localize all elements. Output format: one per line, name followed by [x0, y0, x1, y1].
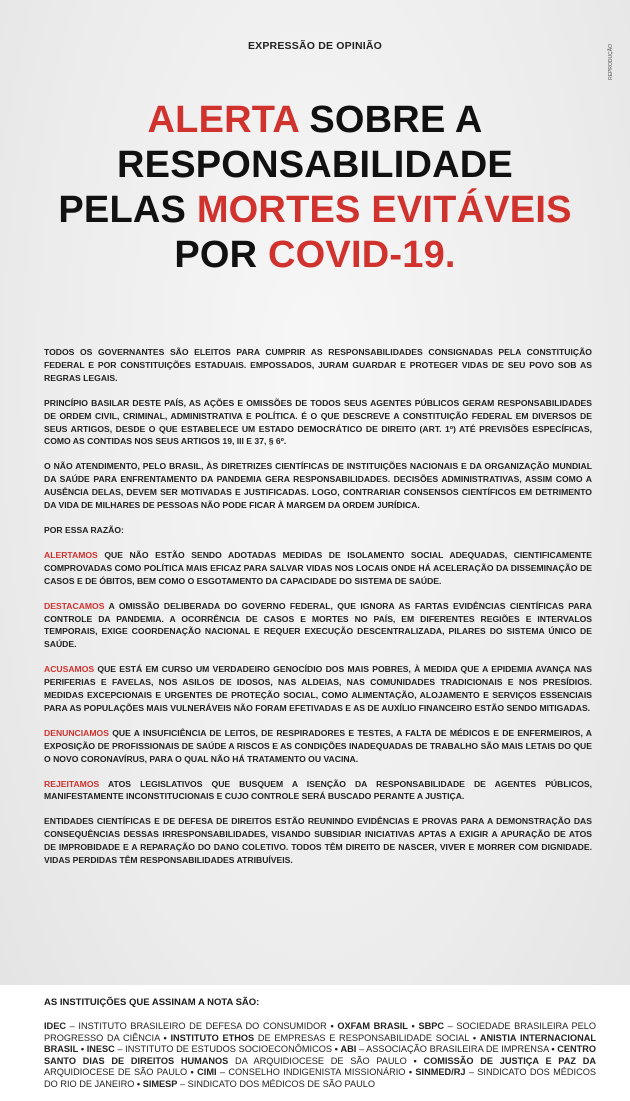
org-abbr: SINMED/RJ — [415, 1067, 466, 1078]
paragraph-governantes: TODOS OS GOVERNANTES SÃO ELEITOS PARA CUMPRIR AS RESPONSABILIDADES CONSIGNADAS PELA CONSTITUIÇÃO FEDERAL E POR CONSTITUIÇÕES ESTADUAIS. EMPOSSADOS, JURAM GUARDAR E PROTEGER VIDAS DE SEU POVO SOB AS REGRAS LEGAIS. — [44, 347, 592, 383]
org-name: DA ARQUIDIOCESE DE SÃO PAULO — [228, 1055, 407, 1066]
headline-covid: COVID-19. — [268, 234, 456, 276]
section-tag: EXPRESSÃO DE OPINIÃO — [247, 40, 383, 52]
headline-line-4 — [0, 233, 630, 278]
org-name: ARQUIDIOCESE DE SÃO PAULO — [44, 1067, 188, 1078]
org-abbr: CIMI — [197, 1067, 217, 1078]
keyword-rejeitamos: REJEITAMOS — [44, 778, 100, 789]
org-abbr: CENTRO SANTO DIAS DE DIREITOS HUMANOS — [44, 1044, 596, 1066]
org-name: – INSTITUTO DE ESTUDOS SOCIOECONÔMICOS — [114, 1044, 332, 1055]
org-abbr: COMISSÃO DE JUSTIÇA E PAZ DA — [423, 1055, 596, 1066]
org-abbr: ABI — [340, 1044, 357, 1055]
org-abbr: INSTITUTO ETHOS — [170, 1032, 255, 1043]
paragraph-acusamos — [44, 663, 592, 715]
paragraph-principio: PRINCÍPIO BASILAR DESTE PAÍS, AS AÇÕES E OMISSÕES DE TODOS SEUS AGENTES PÚBLICOS GERAM RESPONSABILIDADES DE ORDEM CIVIL, CRIMINAL, ADMINISTRATIVA E POLÍTICA. É O QUE DESCREVE A CONSTITUIÇÃO FEDERAL EM DIVERSOS DE SEUS ARTIGOS, DESDE O QUE ESTABELECE UM ESTADO DEMOCRÁTICO DE DIREITO (ART. 1º) ATÉ PREVISÕES ESPECÍFICAS, COMO AS CONTIDAS NOS SEUS ARTIGOS 19, III E 37, § 6º. — [44, 397, 592, 447]
headline-alerta: ALERTA — [147, 99, 299, 141]
paragraph-nao-atendimento: O NÃO ATENDIMENTO, PELO BRASIL, ÀS DIRETRIZES CIENTÍFICAS DE INSTITUIÇÕES NACIONAIS E DA ORGANIZAÇÃO MUNDIAL DA SAÚDE PARA ENFRENTAMENTO DA PANDEMIA GERA RESPONSABILIDADES. DECISÕES ADMINISTRATIVAS, ASSIM COMO A AUSÊNCIA DELAS, DEVEM SER MOTIVADAS E JUSTIFICADAS. LOGO, CONTRARIAR CONSENSOS CIENTÍFICOS EM DETRIMENTO DA VIDA DE MILHARES DE PESSOAS NÃO PODE FICAR À MARGEM DA ORDEM JURÍDICA. — [44, 461, 592, 511]
org-name: – SINDICATO DOS MÉDICOS DE SÃO PAULO — [177, 1078, 375, 1089]
headline-sobre-a: SOBRE A — [298, 99, 483, 141]
org-name: – SINDICATO DOS MÉDICOS DO RIO DE JANEIRO — [44, 1067, 596, 1089]
paragraph-rejeitamos — [44, 778, 592, 804]
headline-line-1 — [0, 98, 630, 143]
org-abbr: SIMESP — [142, 1078, 178, 1089]
headline — [0, 98, 630, 278]
signatories-list: IDEC – INSTITUTO BRASILEIRO DE DEFESA DO CONSUMIDOR • OXFAM BRASIL • SBPC – SOCIEDADE BRASILEIRA PELO PROGRESSO DA CIÊNCIA • INSTITUTO ETHOS DE EMPRESAS E RESPONSABILIDADE SOCIAL • ANISTIA INTERNACIONAL BRASIL • INESC – INSTITUTO DE ESTUDOS SOCIOECONÔMICOS • ABI – ASSOCIAÇÃO BRASILEIRA DE IMPRENSA • CENTRO SANTO DIAS DE DIREITOS HUMANOS DA ARQUIDIOCESE DE SÃO PAULO • COMISSÃO DE JUSTIÇA E PAZ DA ARQUIDIOCESE DE SÃO PAULO • CIMI – CONSELHO INDIGENISTA MISSIONÁRIO • SINMED/RJ – SINDICATO DOS MÉDICOS DO RIO DE JANEIRO • SIMESP – SINDICATO DOS MÉDICOS DE SÃO PAULO — [44, 1021, 597, 1089]
paragraph-por-essa-razao: POR ESSA RAZÃO: — [44, 524, 124, 535]
text-rejeitamos: ATOS LEGISLATIVOS QUE BUSQUEM A ISENÇÃO DA RESPONSABILIDADE DE AGENTES PÚBLICOS, MANIFESTAMENTE INCONSTITUCIONAIS E CUJO CONTROLE SERÁ BUSCADO PERANTE A JUSTIÇA. — [44, 778, 592, 802]
headline-line-2: RESPONSABILIDADE — [117, 144, 513, 186]
text-alertamos: QUE NÃO ESTÃO SENDO ADOTADAS MEDIDAS DE ISOLAMENTO SOCIAL ADEQUADAS, CIENTIFICAMENTE COMPROVADAS COMO POLÍTICA MAIS EFICAZ PARA SALVAR VIDAS NOS LOCAIS ONDE HÁ ACELERAÇÃO DA DISSEMINAÇÃO DE CASOS E DE ÓBITOS, BEM COMO O ESGOTAMENTO DA CAPACIDADE DO SISTEMA DE SAÚDE. — [44, 549, 592, 586]
keyword-acusamos: ACUSAMOS — [44, 664, 95, 675]
headline-por: POR — [174, 234, 269, 276]
org-name: – ASSOCIAÇÃO BRASILEIRA DE IMPRENSA — [356, 1044, 549, 1055]
text-acusamos: QUE ESTÁ EM CURSO UM VERDADEIRO GENOCÍDIO DOS MAIS POBRES, À MEDIDA QUE A EPIDEMIA AVANÇA NAS PERIFERIAS E FAVELAS, NOS ASILOS DE IDOSOS, NAS ALDEIAS, NAS COMUNIDADES TRADICIONAIS E NOS PRESÍDIOS. MEDIDAS EXCEPCIONAIS E URGENTES DE PROTEÇÃO SOCIAL, COMO ALIMENTAÇÃO, ALOJAMENTO E SERVIÇOS ESSENCIAIS PARA AS POPULAÇÕES MAIS VULNERÁVEIS NÃO FORAM EFETIVADAS E AS DE AUXÍLIO FINANCEIRO ESTÃO SENDO MITIGADAS. — [44, 664, 592, 713]
headline-mortes-evitaveis: MORTES EVITÁVEIS — [196, 189, 572, 231]
org-abbr: SBPC — [418, 1021, 444, 1031]
paragraph-destacamos — [44, 600, 592, 652]
text-destacamos: A OMISSÃO DELIBERADA DO GOVERNO FEDERAL, QUE IGNORA AS FARTAS EVIDÊNCIAS CIENTÍFICAS PARA CONTROLE DA PANDEMIA. A OCORRÊNCIA DE CASOS E MORTES NO PAÍS, EM DIFERENTES REGIÕES E INTERVALOS TEMPORAIS, EXIGE COORDENAÇÃO NACIONAL E REQUER EXECUÇÃO DESCENTRALIZADA, PILARES DO SISTEMA ÚNICO DE SAÚDE. — [44, 600, 592, 650]
headline-pelas: PELAS — [58, 189, 197, 231]
body-text — [44, 346, 592, 879]
text-denunciamos: QUE A INSUFICIÊNCIA DE LEITOS, DE RESPIRADORES E TESTES, A FALTA DE MÉDICOS E DE ENFERMEIROS, A EXPOSIÇÃO DE PROFISSIONAIS DE SAÚDE A RISCOS E AS CONDIÇÕES INADEQUADAS DE TRABALHO SÃO MAIS LETAIS DO QUE O NOVO CORONAVÍRUS, PARA O QUAL NÃO HÁ TRATAMENTO OU VACINA. — [44, 727, 592, 764]
org-name: DE EMPRESAS E RESPONSABILIDADE SOCIAL — [254, 1032, 470, 1043]
org-name: – CONSELHO INDIGENISTA MISSIONÁRIO — [216, 1067, 406, 1078]
org-abbr: OXFAM BRASIL — [337, 1021, 408, 1031]
org-name: – SOCIEDADE BRASILEIRA PELO PROGRESSO DA CIÊNCIA — [44, 1021, 596, 1043]
org-abbr: INESC — [86, 1044, 115, 1055]
keyword-denunciamos: DENUNCIAMOS — [44, 727, 109, 738]
paragraph-alertamos — [44, 549, 592, 588]
paragraph-denunciamos — [44, 727, 592, 766]
keyword-destacamos: DESTACAMOS — [44, 600, 105, 611]
org-abbr: IDEC — [44, 1021, 66, 1031]
signatories-footer — [0, 985, 630, 1101]
headline-line-3 — [0, 188, 630, 233]
side-credit: REPRODUÇÃO — [608, 44, 614, 80]
org-abbr: ANISTIA INTERNACIONAL BRASIL — [44, 1032, 597, 1055]
paragraph-entidades: ENTIDADES CIENTÍFICAS E DE DEFESA DE DIREITOS ESTÃO REUNINDO EVIDÊNCIAS E PROVAS PARA A DEMONSTRAÇÃO DAS CONSEQUÊNCIAS DESSAS IRRESPONSABILIDADES, VISANDO SUBSIDIAR INICIATIVAS APTAS A EXIGIR A APURAÇÃO DE ATOS DE IMPROBIDADE E A REPARAÇÃO DO DANO COLETIVO. TODOS TÊM DIREITO DE NASCER, VIVER E MORRER COM DIGNIDADE. VIDAS PERDIDAS TÊM RESPONSABILIDADES ATRIBUÍVEIS. — [44, 816, 592, 866]
org-name: – INSTITUTO BRASILEIRO DE DEFESA DO CONSUMIDOR — [65, 1021, 327, 1031]
keyword-alertamos: ALERTAMOS — [44, 549, 98, 560]
signatories-title: AS INSTITUIÇÕES QUE ASSINAM A NOTA SÃO: — [44, 997, 260, 1008]
